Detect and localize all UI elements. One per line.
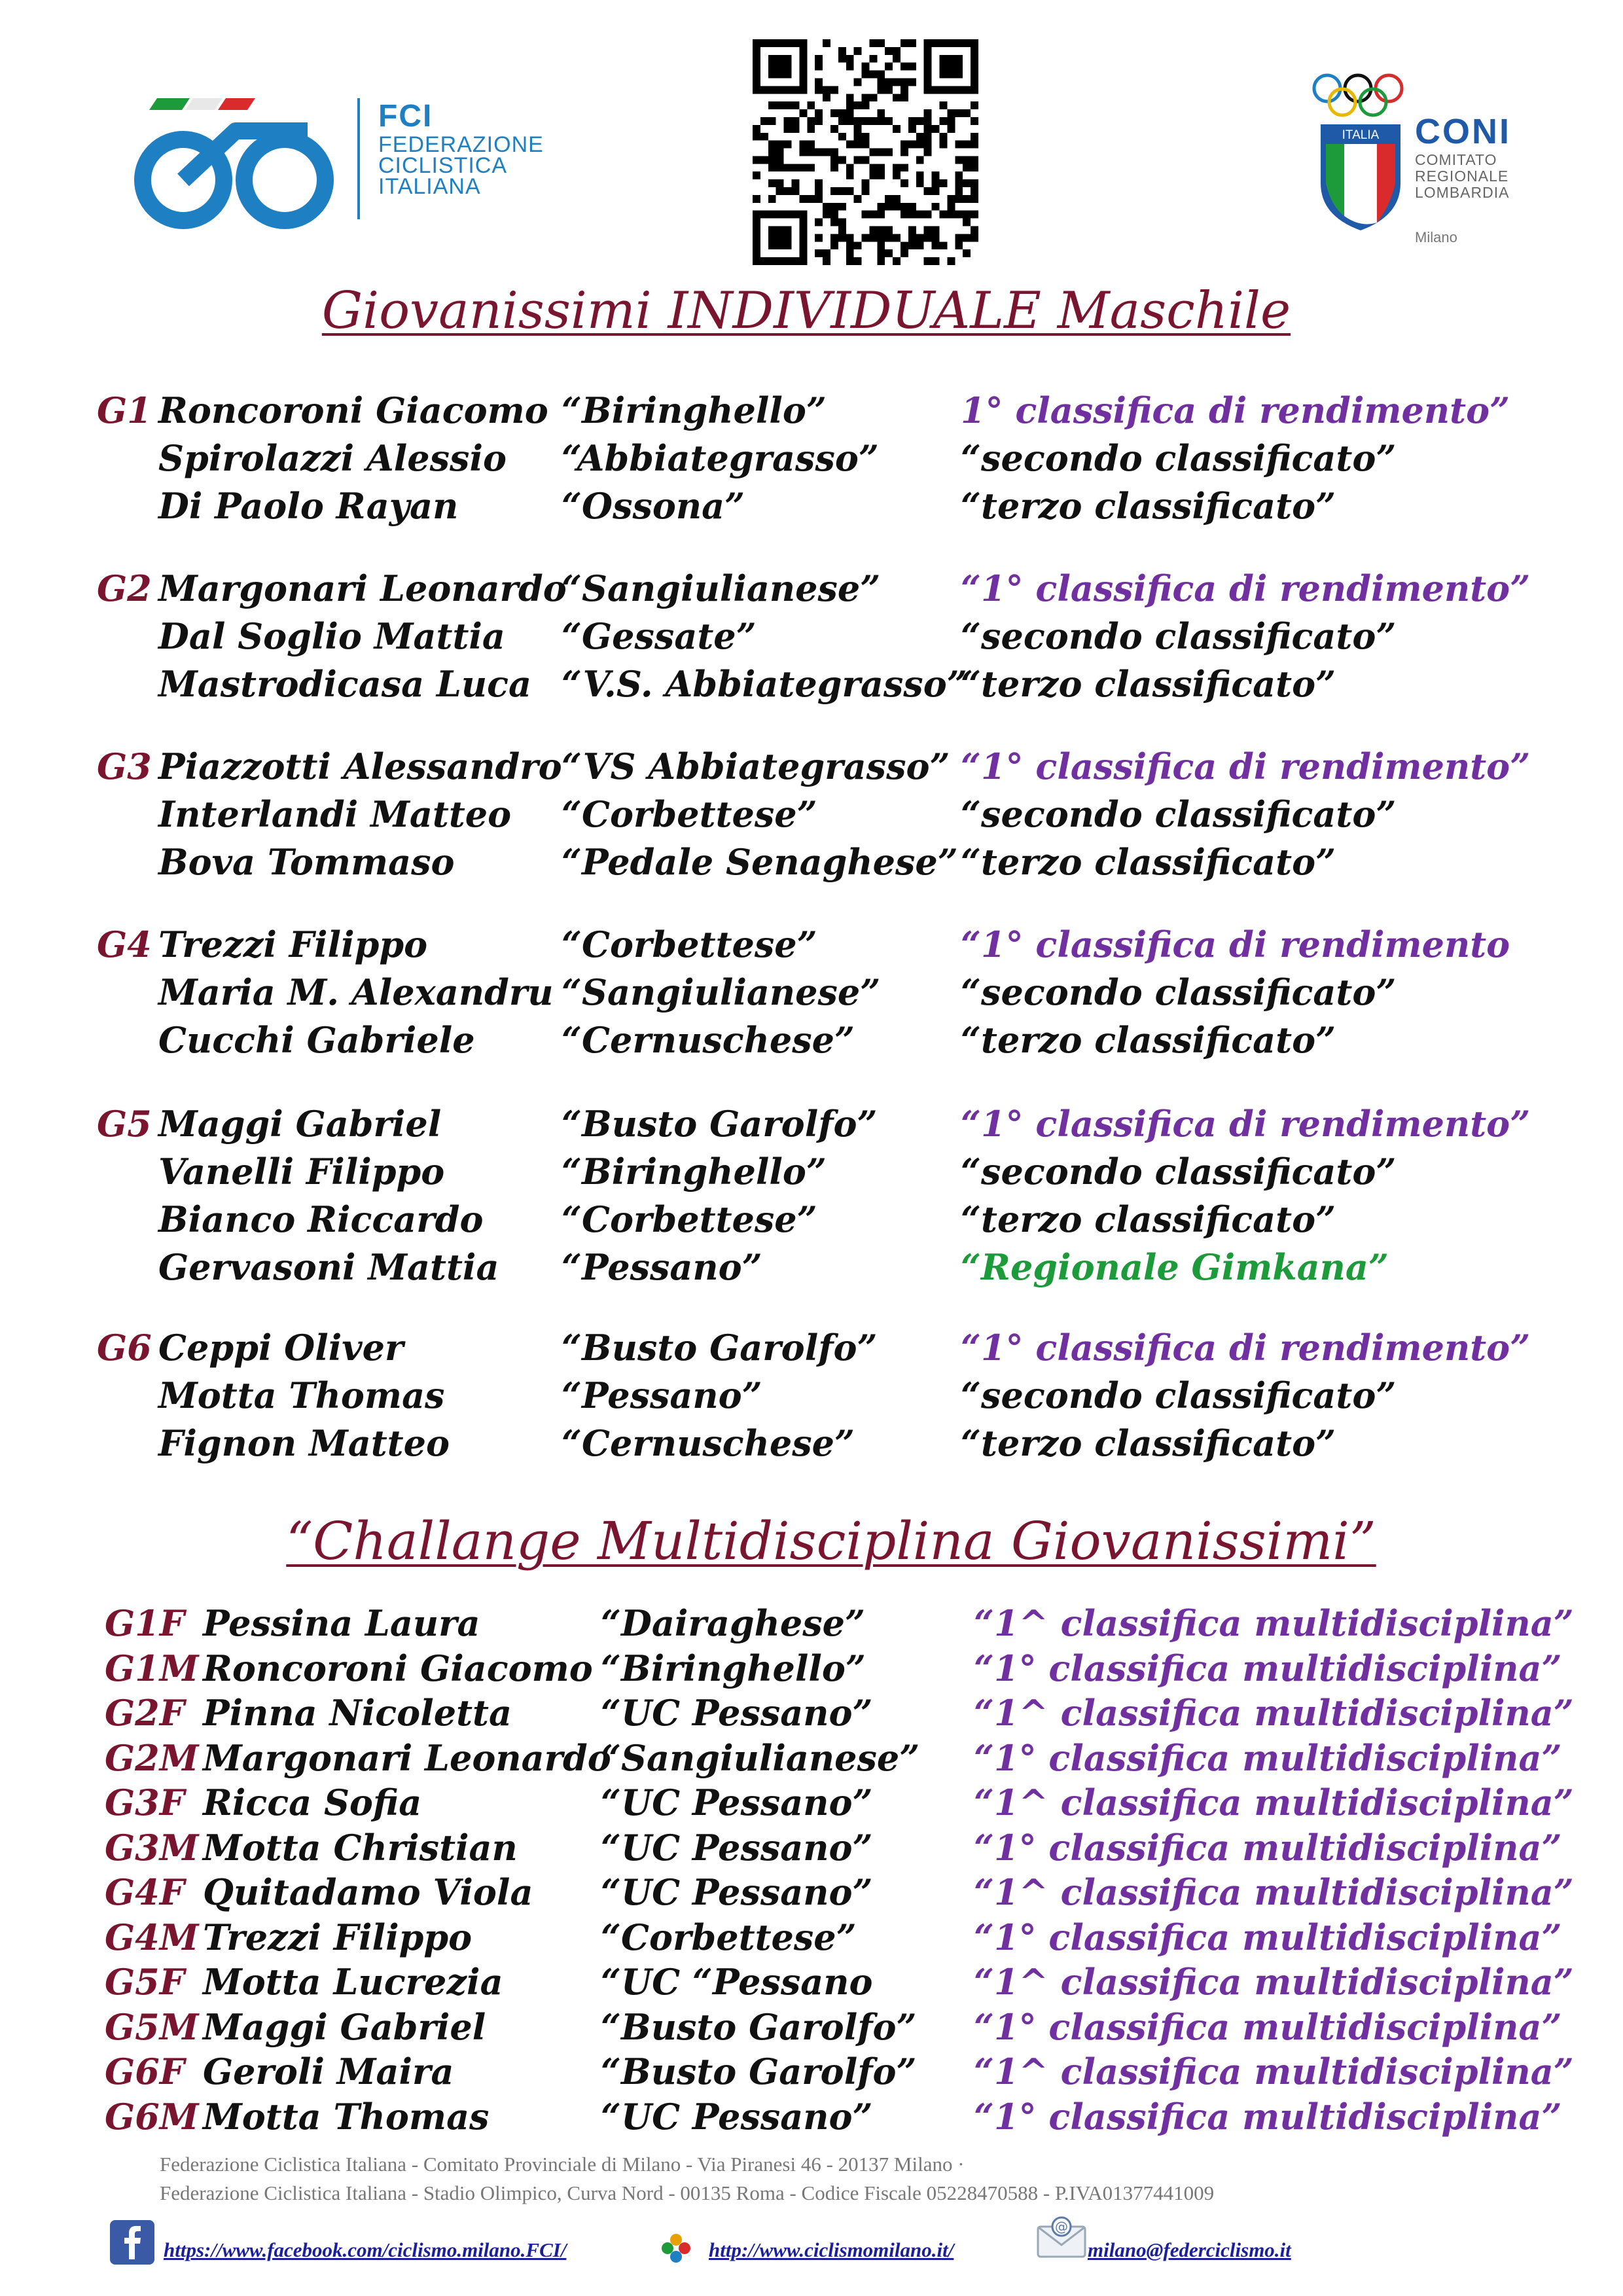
team-name: “UC Pessano” — [601, 1692, 873, 1734]
team-name: “Biringhello” — [601, 1647, 866, 1689]
athlete-name: Bova Tommaso — [158, 841, 455, 883]
category-code: G5F — [105, 1961, 185, 2003]
result-label: “1^ classifica multidisciplina” — [974, 1692, 1574, 1734]
multidisciplina-row — [0, 1780, 1623, 1825]
category-code: G3F — [105, 1782, 185, 1823]
footer-address — [160, 2150, 1214, 2208]
result-label: “1^ classifica multidisciplina” — [974, 2051, 1574, 2092]
team-name: “Gessate” — [562, 615, 757, 657]
result-label: “1° classifica di rendimento — [961, 924, 1510, 965]
team-name: “UC Pessano” — [601, 1782, 873, 1823]
result-label: “1° classifica di rendimento” — [961, 1327, 1531, 1369]
athlete-name: Margonari Leonardo — [158, 567, 567, 609]
team-name: “Corbettese” — [601, 1916, 857, 1958]
individuale-row — [0, 1372, 1623, 1418]
category-code: G3 — [97, 745, 152, 787]
category-code: G5 — [97, 1103, 152, 1145]
coni-shield-text: ITALIA — [1342, 128, 1380, 142]
athlete-name: Trezzi Filippo — [158, 924, 428, 965]
team-name: “Pessano” — [562, 1246, 762, 1288]
athlete-name: Geroli Maira — [203, 2051, 454, 2092]
athlete-name: Motta Thomas — [158, 1374, 445, 1416]
fci-acronym: FCI — [378, 99, 433, 134]
multidisciplina-row — [0, 1960, 1623, 2004]
category-code: G6 — [97, 1327, 152, 1369]
team-name: “UC “Pessano — [601, 1961, 873, 2003]
team-name: “Biringhello” — [562, 1151, 827, 1193]
result-label: “1° classifica multidisciplina” — [974, 1737, 1562, 1779]
result-label: “Regionale Gimkana” — [961, 1246, 1389, 1288]
result-label: “secondo classificato” — [961, 615, 1397, 657]
athlete-name: Mastrodicasa Luca — [158, 663, 532, 705]
athlete-name: Spirolazzi Alessio — [158, 437, 507, 479]
team-name: “Sangiulianese” — [562, 567, 881, 609]
team-name: “Busto Garolfo” — [562, 1327, 878, 1369]
individuale-row — [0, 387, 1623, 433]
qr-code-icon — [753, 39, 978, 265]
coni-wordmark — [1415, 111, 1511, 201]
multidisciplina-title: “Challange Multidisciplina Giovanissimi” — [286, 1511, 1376, 1571]
athlete-name: Pessina Laura — [203, 1602, 480, 1644]
result-label: “terzo classificato” — [961, 841, 1336, 883]
team-name: “Abbiategrasso” — [562, 437, 879, 479]
result-label: “1° classifica di rendimento” — [961, 1103, 1531, 1145]
team-name: “Busto Garolfo” — [601, 2051, 917, 2092]
individuale-row — [0, 1149, 1623, 1194]
team-name: “UC Pessano” — [601, 1871, 873, 1913]
result-label: “1^ classifica multidisciplina” — [974, 1961, 1574, 2003]
category-code: G3M — [105, 1827, 199, 1869]
individuale-row — [0, 969, 1623, 1015]
result-label: “1° classifica multidisciplina” — [974, 2096, 1562, 2138]
coni-line1: COMITATO — [1415, 151, 1497, 168]
individuale-row — [0, 1244, 1623, 1290]
team-name: “Sangiulianese” — [562, 971, 881, 1013]
fci-divider — [357, 98, 360, 219]
multidisciplina-row — [0, 1915, 1623, 1960]
athlete-name: Motta Lucrezia — [203, 1961, 503, 2003]
individuale-row — [0, 1196, 1623, 1242]
fci-line1: FEDERAZIONE — [378, 132, 544, 157]
email-icon[interactable] — [1033, 2214, 1092, 2263]
result-label: “secondo classificato” — [961, 1374, 1397, 1416]
email-link[interactable]: milano@federciclismo.it — [1088, 2238, 1291, 2261]
team-name: “VS Abbiategrasso” — [562, 745, 950, 787]
result-label: “terzo classificato” — [961, 485, 1336, 527]
team-name: “Ossona” — [562, 485, 745, 527]
athlete-name: Gervasoni Mattia — [158, 1246, 499, 1288]
individuale-row — [0, 839, 1623, 885]
multidisciplina-row — [0, 1825, 1623, 1870]
result-label: “secondo classificato” — [961, 437, 1397, 479]
athlete-name: Trezzi Filippo — [203, 1916, 473, 1958]
result-label: “secondo classificato” — [961, 1151, 1397, 1193]
qr-code[interactable] — [753, 39, 978, 265]
athlete-name: Motta Thomas — [203, 2096, 490, 2138]
multidisciplina-row — [0, 1736, 1623, 1780]
athlete-name: Ceppi Oliver — [158, 1327, 404, 1369]
team-name: “Corbettese” — [562, 924, 817, 965]
multidisciplina-row — [0, 2005, 1623, 2049]
result-label: “secondo classificato” — [961, 971, 1397, 1013]
category-code: G2F — [105, 1692, 185, 1734]
team-name: “Dairaghese” — [601, 1602, 866, 1644]
result-label: “terzo classificato” — [961, 1198, 1336, 1240]
multidisciplina-row — [0, 1601, 1623, 1645]
result-label: “1^ classifica multidisciplina” — [974, 1782, 1574, 1823]
athlete-name: Piazzotti Alessandro — [158, 745, 562, 787]
result-label: “1° classifica di rendimento” — [961, 567, 1531, 609]
athlete-name: Cucchi Gabriele — [158, 1019, 475, 1061]
athlete-name: Bianco Riccardo — [158, 1198, 484, 1240]
individuale-row — [0, 1420, 1623, 1466]
result-label: “1° classifica multidisciplina” — [974, 1916, 1562, 1958]
result-label: “1° classifica multidisciplina” — [974, 1647, 1562, 1689]
athlete-name: Roncoroni Giacomo — [158, 389, 548, 431]
fci-line2: CICLISTICA — [378, 153, 508, 178]
fci-line3: ITALIANA — [378, 174, 481, 199]
individuale-row — [0, 483, 1623, 529]
category-code: G6F — [105, 2051, 185, 2092]
team-name: “UC Pessano” — [601, 1827, 873, 1869]
team-name: “Busto Garolfo” — [601, 2006, 917, 2048]
athlete-name: Di Paolo Rayan — [158, 485, 459, 527]
athlete-name: Maria M. Alexandru — [158, 971, 554, 1013]
facebook-link[interactable]: https://www.facebook.com/ciclismo.milano.FCI/ — [164, 2238, 567, 2261]
result-label: “terzo classificato” — [961, 663, 1336, 705]
coni-acronym: CONI — [1415, 112, 1511, 151]
athlete-name: Quitadamo Viola — [203, 1871, 533, 1913]
team-name: “Cernuschese” — [562, 1422, 855, 1464]
website-link[interactable]: http://www.ciclismomilano.it/ — [709, 2238, 954, 2261]
website-icon[interactable] — [660, 2232, 692, 2267]
footer-line1: Federazione Ciclistica Italiana - Comitato Provinciale di Milano - Via Piranesi 46 - 20137 Milano · — [160, 2153, 965, 2176]
footer-line2: Federazione Ciclistica Italiana - Stadio Olimpico, Curva Nord - 00135 Roma - Codice Fiscale 05228470588 - P.IVA01377441009 — [160, 2181, 1215, 2204]
team-name: “Pessano” — [562, 1374, 762, 1416]
result-label: “1^ classifica multidisciplina” — [974, 1602, 1574, 1644]
individuale-row — [0, 613, 1623, 659]
facebook-icon[interactable] — [110, 2220, 154, 2267]
athlete-name: Vanelli Filippo — [158, 1151, 445, 1193]
team-name: “V.S. Abbiategrasso” — [562, 663, 967, 705]
coni-line3: LOMBARDIA — [1415, 184, 1510, 201]
category-code: G1F — [105, 1602, 185, 1644]
multidisciplina-row — [0, 1691, 1623, 1735]
category-code: G4 — [97, 924, 152, 965]
team-name: “Sangiulianese” — [601, 1737, 920, 1779]
result-label: “1° classifica multidisciplina” — [974, 1827, 1562, 1869]
team-name: “Corbettese” — [562, 1198, 817, 1240]
category-code: G1M — [105, 1647, 199, 1689]
individuale-row — [0, 565, 1623, 611]
individuale-row — [0, 1101, 1623, 1147]
result-label: “1° classifica multidisciplina” — [974, 2006, 1562, 2048]
category-code: G4M — [105, 1916, 199, 1958]
fci-bike-icon — [111, 85, 360, 236]
category-code: G6M — [105, 2096, 199, 2138]
team-name: “UC Pessano” — [601, 2096, 873, 2138]
team-name: “Corbettese” — [562, 793, 817, 835]
team-name: “Pedale Senaghese” — [562, 841, 958, 883]
individuale-row — [0, 435, 1623, 481]
athlete-name: Motta Christian — [203, 1827, 518, 1869]
individuale-row — [0, 661, 1623, 707]
individuale-title: Giovanissimi INDIVIDUALE Maschile — [321, 281, 1291, 340]
multidisciplina-row — [0, 1646, 1623, 1691]
multidisciplina-row — [0, 2094, 1623, 2139]
athlete-name: Maggi Gabriel — [158, 1103, 442, 1145]
individuale-row — [0, 791, 1623, 837]
multidisciplina-row — [0, 2049, 1623, 2094]
category-code: G1 — [97, 389, 152, 431]
fci-wordmark — [378, 98, 544, 197]
result-label: “terzo classificato” — [961, 1019, 1336, 1061]
individuale-row — [0, 1325, 1623, 1371]
individuale-row — [0, 1017, 1623, 1063]
category-code: G2M — [105, 1737, 199, 1779]
athlete-name: Ricca Sofia — [203, 1782, 422, 1823]
result-label: “terzo classificato” — [961, 1422, 1336, 1464]
team-name: “Biringhello” — [562, 389, 827, 431]
team-name: “Cernuschese” — [562, 1019, 855, 1061]
result-label: “1^ classifica multidisciplina” — [974, 1871, 1574, 1913]
athlete-name: Margonari Leonardo — [203, 1737, 611, 1779]
individuale-row — [0, 922, 1623, 967]
svg-text:@: @ — [1055, 2219, 1068, 2234]
multidisciplina-row — [0, 1870, 1623, 1914]
coni-city: Milano — [1415, 229, 1457, 245]
athlete-name: Pinna Nicoletta — [203, 1692, 512, 1734]
athlete-name: Roncoroni Giacomo — [203, 1647, 593, 1689]
result-label: “secondo classificato” — [961, 793, 1397, 835]
athlete-name: Fignon Matteo — [158, 1422, 450, 1464]
athlete-name: Dal Soglio Mattia — [158, 615, 505, 657]
individuale-row — [0, 744, 1623, 789]
athlete-name: Interlandi Matteo — [158, 793, 512, 835]
coni-line2: REGIONALE — [1415, 168, 1509, 185]
team-name: “Busto Garolfo” — [562, 1103, 878, 1145]
result-label: 1° classifica di rendimento” — [961, 389, 1510, 431]
category-code: G5M — [105, 2006, 199, 2048]
category-code: G2 — [97, 567, 152, 609]
category-code: G4F — [105, 1871, 185, 1913]
athlete-name: Maggi Gabriel — [203, 2006, 486, 2048]
result-label: “1° classifica di rendimento” — [961, 745, 1531, 787]
olympic-rings-icon — [1309, 59, 1414, 236]
